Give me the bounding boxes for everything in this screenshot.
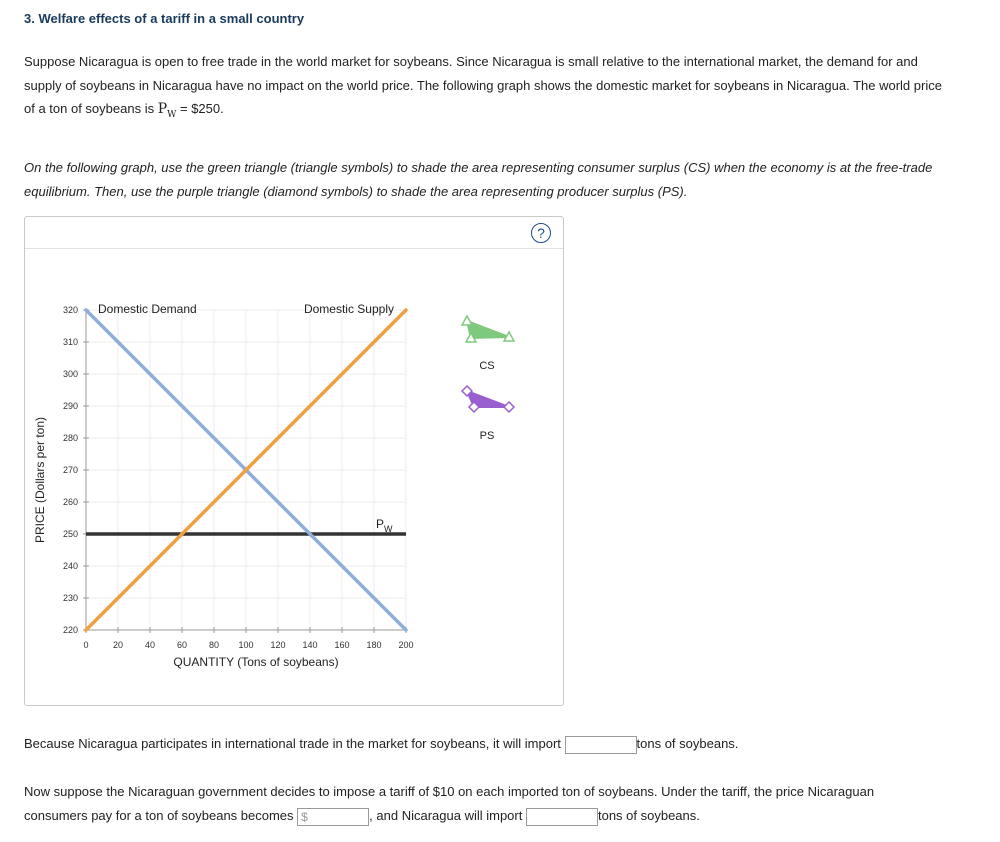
question-title: 3. Welfare effects of a tariff in a small country xyxy=(24,11,305,26)
cs-label: CS xyxy=(479,360,495,372)
question-intro xyxy=(24,50,954,127)
import-question xyxy=(24,732,738,756)
y-tick-label: 230 xyxy=(62,593,78,603)
y-tick-label: 260 xyxy=(62,497,78,507)
tariff-import-unit: tons of soybeans. xyxy=(597,808,700,823)
y-tick-label: 250 xyxy=(62,529,78,539)
x-tick-label: 200 xyxy=(398,640,414,650)
import-question-unit: tons of soybeans. xyxy=(636,736,739,751)
tariff-imports-input[interactable] xyxy=(526,808,598,826)
supply-curve-label: Domestic Supply xyxy=(303,302,394,316)
y-tick-label: 310 xyxy=(62,337,78,347)
cs-triangle-tool xyxy=(467,321,509,338)
y-tick-label: 240 xyxy=(62,561,78,571)
demand-curve-label: Domestic Demand xyxy=(98,302,197,316)
world-price-label: $P_W$ xyxy=(376,517,393,534)
x-tick-label: 180 xyxy=(366,640,382,650)
x-tick-label: 40 xyxy=(144,640,156,650)
y-tick-label: 220 xyxy=(62,625,78,635)
y-axis-label: PRICE (Dollars per ton) xyxy=(33,416,47,544)
tariff-price-field[interactable] xyxy=(297,808,369,826)
supply-demand-graph[interactable] xyxy=(25,217,565,707)
graph-panel xyxy=(24,216,564,706)
tariff-question-line1: Now suppose the Nicaraguan government decides to impose a tariff of $10 on each imported ton of soybeans. Under the tariff, the price Nicaraguan xyxy=(24,784,875,799)
import-question-text: Because Nicaragua participates in international trade in the market for soybeans, it will import xyxy=(24,736,561,751)
graph-instructions: On the following graph, use the green triangle (triangle symbols) to shade the area representing consumer surplus (CS) when the economy is at the free-trade equilibrium. Then, use the purple triangle (diamond symbols) to shade the area representing producer surplus (PS). xyxy=(24,160,933,199)
x-tick-label: 120 xyxy=(270,640,286,650)
x-tick-label: 100 xyxy=(238,640,254,650)
x-tick-label: 80 xyxy=(208,640,220,650)
y-tick-label: 300 xyxy=(62,369,78,379)
ps-label: PS xyxy=(479,430,495,442)
tariff-price-text: consumers pay for a ton of soybeans becomes xyxy=(24,808,294,823)
y-tick-label: 290 xyxy=(62,401,78,411)
free-trade-imports-input[interactable] xyxy=(565,736,637,754)
tariff-question-line2 xyxy=(24,804,700,828)
y-tick-label: 280 xyxy=(62,433,78,443)
x-tick-label: 60 xyxy=(176,640,188,650)
help-button[interactable]: ? xyxy=(531,223,551,243)
x-tick-label: 0 xyxy=(83,640,89,650)
x-tick-label: 160 xyxy=(334,640,350,650)
y-tick-label: 320 xyxy=(62,305,78,315)
x-tick-label: 20 xyxy=(112,640,124,650)
dollar-sign: $ xyxy=(301,809,308,824)
y-tick-label: 270 xyxy=(62,465,78,475)
x-tick-label: 140 xyxy=(302,640,318,650)
intro-text: Suppose Nicaragua is open to free trade in the world market for soybeans. Since Nicaragua is small relative to the international market, the demand for and supply of soybeans in Nicaragua have no impact on the world price. The following graph shows the domestic market for soybeans in Nicaragua. The world price of a ton of soybeans is xyxy=(24,54,942,116)
world-price-symbol: $P_W$ xyxy=(157,101,177,120)
diamond-symbol xyxy=(504,402,514,412)
x-axis-label: QUANTITY (Tons of soybeans) xyxy=(173,655,339,669)
tariff-price-input[interactable] xyxy=(310,809,366,825)
triangle-symbol xyxy=(462,316,472,325)
tariff-import-text: , and Nicaragua will import xyxy=(369,808,523,823)
intro-price-text: = $250. xyxy=(176,101,224,116)
